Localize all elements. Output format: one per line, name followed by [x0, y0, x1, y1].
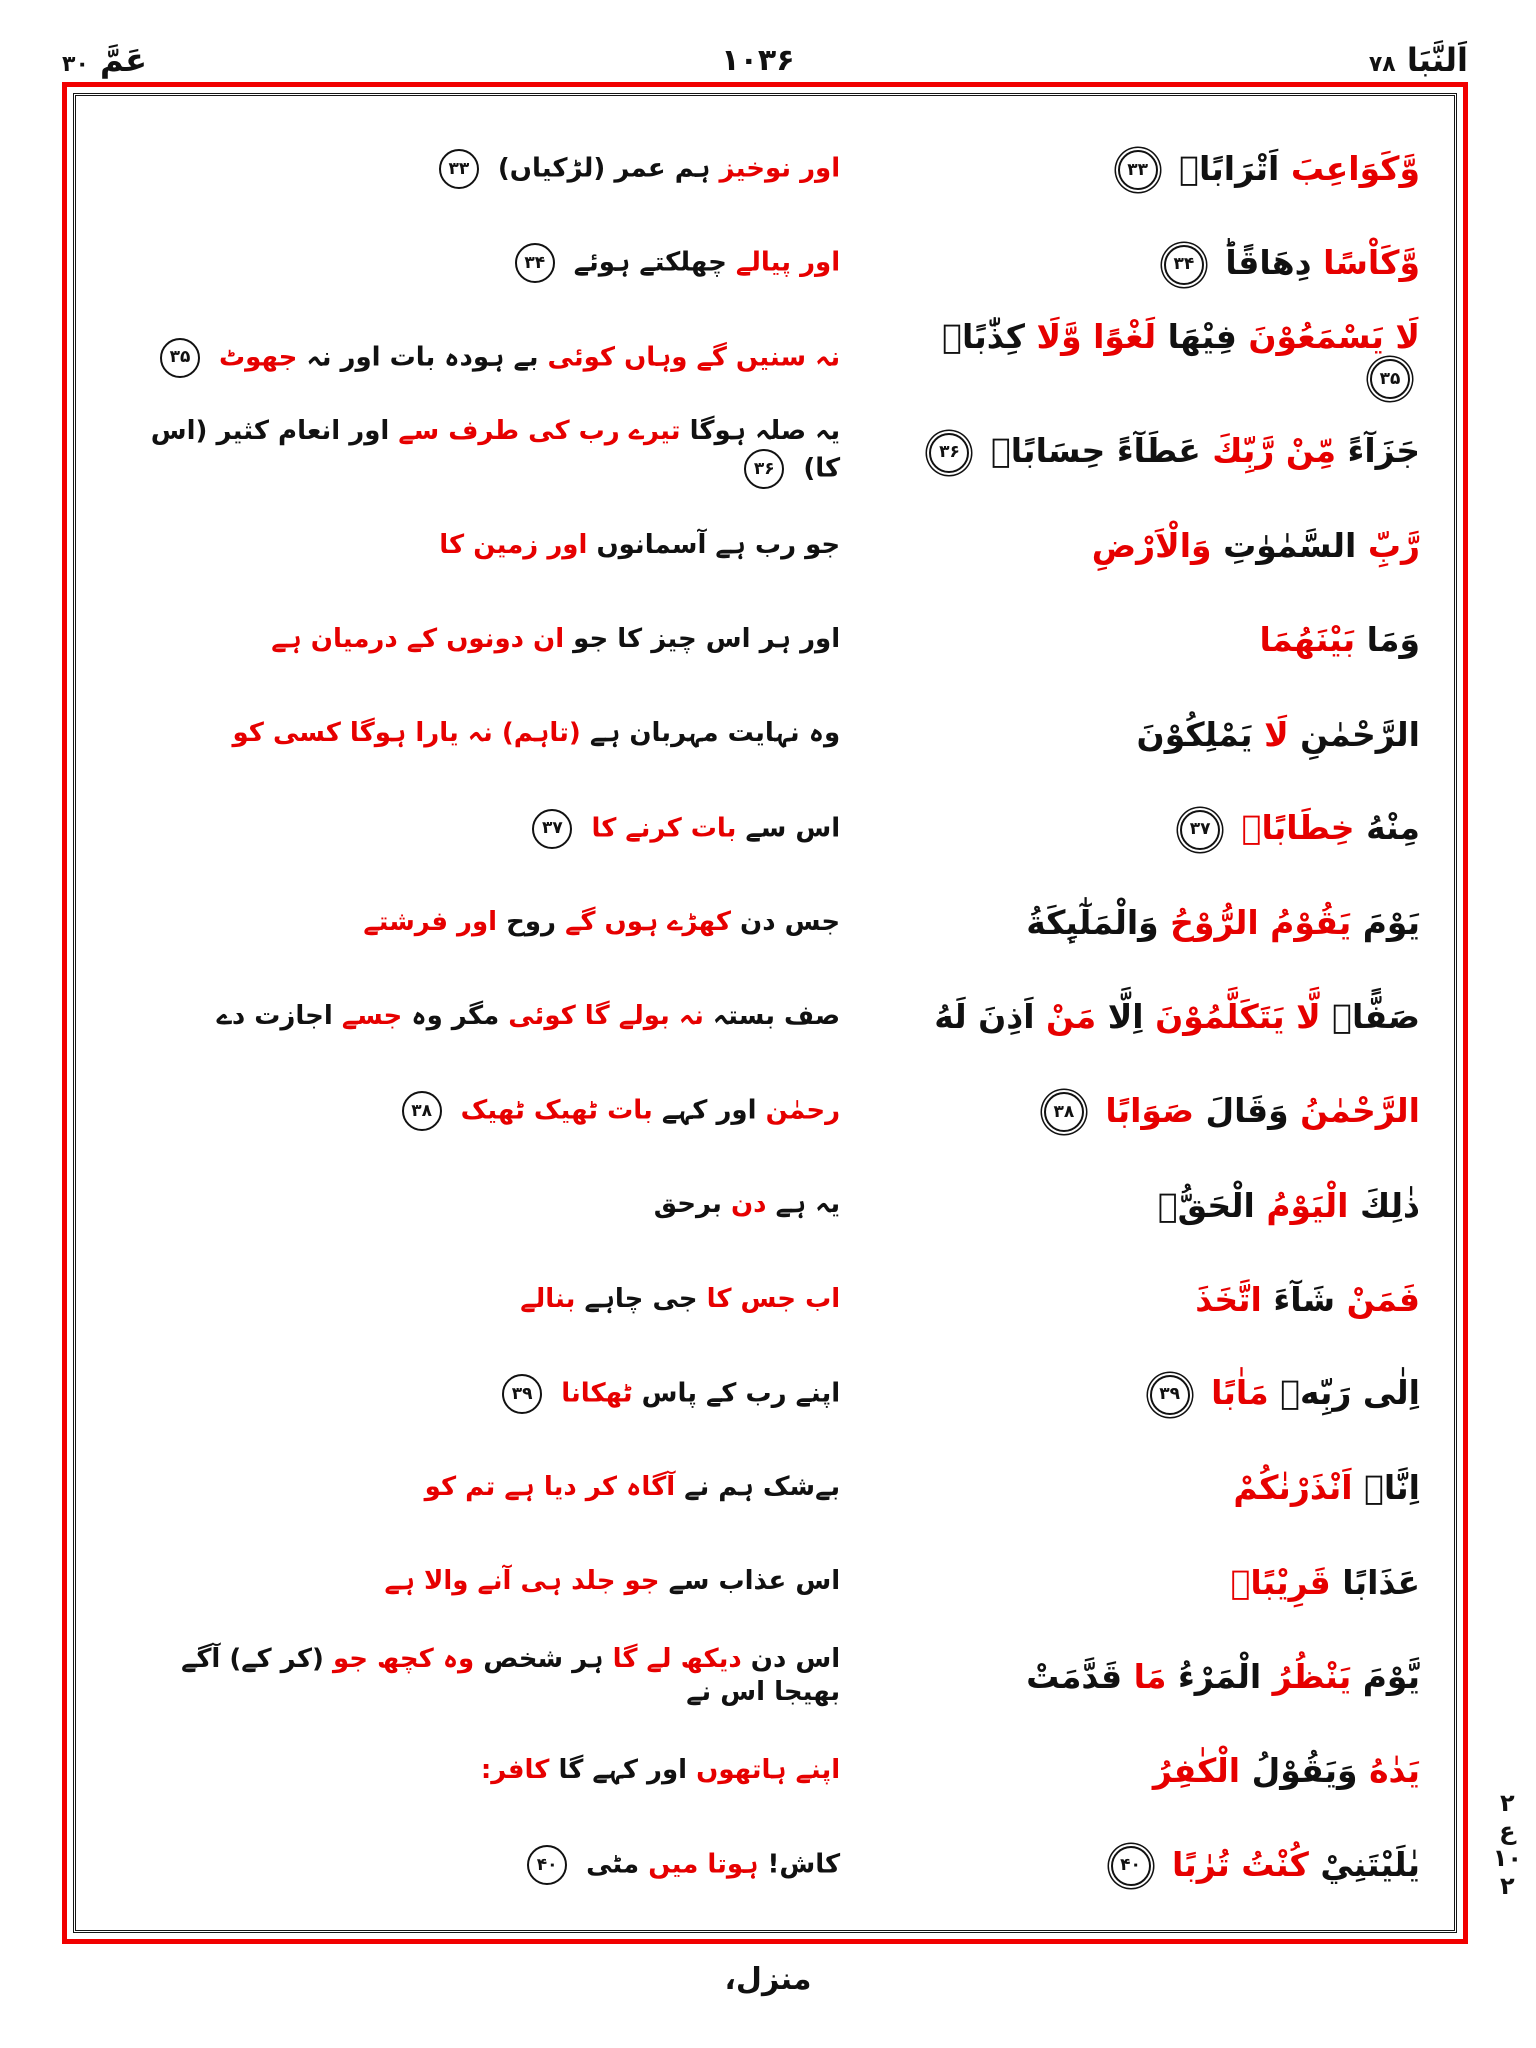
urdu-text-segment: جسے [341, 1001, 403, 1032]
arabic-text-segment: مِنْهُ [1366, 808, 1420, 848]
arabic-text-segment: فَمَنْ [1346, 1279, 1420, 1319]
urdu-text-segment: اور کہے گا [558, 1754, 688, 1785]
urdu-text-segment: بات کرنے کا [591, 813, 737, 844]
verse-row [106, 216, 1428, 310]
arabic-text-segment: يَنْظُرُ [1272, 1656, 1352, 1696]
urdu-translation-cell [106, 906, 910, 940]
urdu-text-segment: اور پیالے [735, 247, 841, 278]
arabic-text-segment: وَّكَاْسًا [1323, 243, 1420, 283]
arabic-text-segment: جَزَآءً [1347, 431, 1420, 471]
arabic-text-segment: اِلٰى رَبِّهٖ [1280, 1373, 1420, 1413]
arabic-text-segment: بَيْنَهُمَا [1259, 620, 1356, 660]
urdu-verse-number-medallion: ۴۰ [527, 1845, 567, 1885]
verse-row [106, 1064, 1428, 1158]
urdu-text-segment: کھڑے ہوں گے [565, 906, 731, 937]
urdu-text-segment: تیرے رب کی طرف سے [398, 415, 681, 446]
arabic-text-segment: عَطَآءً حِسَابًاۙ [990, 431, 1201, 471]
arabic-text-segment: الْمَرْءُ [1177, 1656, 1262, 1696]
urdu-text-segment: ہوتا میں [648, 1849, 759, 1880]
urdu-translation-cell [106, 243, 910, 283]
urdu-verse-number-medallion: ۳۶ [744, 449, 784, 489]
urdu-text-segment: بات ٹھیک ٹھیک [460, 1095, 653, 1126]
arabic-text-segment: وَقَالَ [1205, 1090, 1289, 1130]
arabic-text-segment: قَرِيْبًاۚ [1230, 1562, 1331, 1602]
arabic-text-segment: لَا يَسْمَعُوْنَ [1248, 316, 1420, 356]
arabic-text-segment: لَّا يَتَكَلَّمُوْنَ [1155, 997, 1321, 1037]
urdu-text-segment: جو رب ہے آسمانوں [596, 530, 841, 561]
arabic-text-segment: الْحَقُّۚ [1157, 1185, 1255, 1225]
arabic-text-segment: وَّكَوَاعِبَ [1290, 148, 1420, 188]
surah-name-header [1368, 41, 1468, 79]
urdu-translation-cell [106, 1188, 910, 1222]
juz-name: عَمَّ [100, 41, 147, 79]
urdu-translation-cell [106, 1471, 910, 1505]
urdu-text-segment: ہم عمر (لڑکیاں) [497, 153, 711, 184]
ruku-marker-glyph: ۱۰ [1492, 1844, 1522, 1873]
arabic-verse-number-medallion: ۳۹ [1150, 1375, 1190, 1415]
verse-row [106, 1252, 1428, 1346]
page-footer [0, 1962, 1536, 1997]
arabic-text-segment: دِهَاقًاؕ [1225, 243, 1312, 283]
arabic-verse-number-medallion: ۳۸ [1044, 1092, 1084, 1132]
urdu-text-segment: مٹی [586, 1849, 640, 1880]
urdu-verse-number-medallion: ۳۵ [160, 338, 200, 378]
urdu-text-segment: اور نوخیز [719, 153, 841, 184]
verse-row [106, 1723, 1428, 1817]
urdu-verse-number-medallion: ۳۸ [402, 1091, 442, 1131]
urdu-text-segment: ٹھکانا [561, 1378, 633, 1409]
urdu-verse-number-medallion: ۳۷ [532, 809, 572, 849]
urdu-text-segment: جھوٹ [219, 342, 298, 372]
urdu-text-segment: برحق [653, 1189, 722, 1220]
arabic-verse-cell [910, 430, 1428, 473]
urdu-text-segment: نہ سنیں گے وہاں کوئی [547, 342, 841, 372]
page-header [62, 10, 1468, 79]
verse-row [106, 499, 1428, 593]
verse-row [106, 687, 1428, 781]
arabic-text-segment: اتَّخَذَ [1195, 1279, 1262, 1319]
urdu-text-segment: یہ صلہ ہوگا [689, 415, 841, 446]
arabic-verse-cell [910, 1656, 1428, 1697]
arabic-text-segment: اَنْذَرْنٰكُمْ [1233, 1468, 1353, 1508]
arabic-text-segment: خِطَابًاۚ [1241, 808, 1355, 848]
arabic-text-segment: شَآءَ [1273, 1279, 1336, 1319]
urdu-text-segment: جی چاہے [584, 1283, 698, 1314]
arabic-text-segment: ذٰلِكَ [1359, 1185, 1420, 1225]
verse-row [106, 876, 1428, 970]
urdu-translation-cell [106, 1565, 910, 1599]
juz-name-header [62, 41, 147, 79]
arabic-verse-cell [910, 1279, 1428, 1320]
arabic-verse-cell [910, 1090, 1428, 1133]
arabic-verse-cell [910, 996, 1428, 1037]
arabic-verse-cell [910, 1185, 1428, 1226]
arabic-text-segment: اِنَّاۤ [1364, 1468, 1420, 1508]
verse-row [106, 970, 1428, 1064]
arabic-verse-cell [910, 148, 1428, 191]
urdu-text-segment: بنالے [520, 1283, 576, 1314]
arabic-text-segment: السَّمٰوٰتِ [1223, 526, 1357, 566]
verse-row [106, 781, 1428, 875]
urdu-text-segment: اور کہے [661, 1095, 757, 1126]
page-number: ۱۰۳۶ [721, 43, 795, 78]
urdu-translation-cell [106, 1643, 910, 1711]
arabic-verse-cell [910, 242, 1428, 285]
arabic-verse-number-medallion: ۳۶ [929, 433, 969, 473]
urdu-text-segment: بے ہودہ بات اور نہ [306, 342, 539, 372]
verse-row [106, 122, 1428, 216]
ruku-marker-glyph: ۲ [1500, 1789, 1515, 1817]
arabic-text-segment: مِّنْ رَّبِّكَ [1212, 431, 1336, 471]
urdu-translation-cell [106, 1374, 910, 1414]
urdu-text-segment: دن [730, 1189, 767, 1220]
urdu-text-segment: کافر: [480, 1754, 550, 1785]
verse-row [106, 1158, 1428, 1252]
urdu-text-segment: آگاہ کر دیا ہے تم کو [424, 1472, 676, 1503]
urdu-translation-cell [106, 1000, 910, 1034]
urdu-text-segment: مگر وہ [411, 1001, 500, 1032]
verse-row [106, 1629, 1428, 1723]
urdu-text-segment: جو جلد ہی آنے والا ہے [384, 1566, 660, 1597]
urdu-text-segment: ہر شخص [483, 1643, 604, 1674]
arabic-text-segment: صَوَابًا [1105, 1090, 1194, 1130]
urdu-translation-cell [106, 149, 910, 189]
urdu-translation-cell [106, 529, 910, 563]
urdu-text-segment: یہ ہے [775, 1189, 841, 1220]
arabic-text-segment: وَالْمَلٰٓىِٕكَةُ [1026, 903, 1159, 943]
urdu-translation-cell [106, 1283, 910, 1317]
arabic-text-segment: وَمَا [1366, 620, 1420, 660]
urdu-text-segment: اپنے ہاتھوں [696, 1754, 841, 1785]
urdu-text-segment: اس عذاب سے [668, 1566, 841, 1597]
verse-row [106, 1441, 1428, 1535]
arabic-text-segment: اَذِنَ لَهُ [934, 997, 1035, 1037]
urdu-text-segment: (کر کے) آگے بھیجا اس نے [172, 1643, 841, 1708]
urdu-text-segment: اور فرشتے [363, 906, 498, 937]
arabic-text-segment: مَاٰبًا [1211, 1373, 1269, 1413]
urdu-translation-cell [106, 338, 910, 378]
urdu-text-segment: وہ کچھ جو [332, 1643, 475, 1674]
urdu-text-segment: جس دن [740, 906, 841, 937]
urdu-text-segment: اس دن [750, 1643, 841, 1674]
verse-row [106, 310, 1428, 404]
urdu-translation-cell [106, 415, 910, 489]
urdu-translation-cell [106, 809, 910, 849]
page-frame-inner [73, 93, 1457, 1933]
arabic-text-segment: وَالْاَرْضِ [1091, 526, 1212, 566]
urdu-text-segment: کاش! [767, 1849, 841, 1880]
urdu-verse-number-medallion: ۳۳ [439, 149, 479, 189]
verse-row [106, 1535, 1428, 1629]
urdu-translation-cell [106, 623, 910, 657]
urdu-text-segment: اپنے رب کے پاس [641, 1378, 841, 1409]
verse-row [106, 593, 1428, 687]
arabic-text-segment: اِلَّا [1107, 997, 1144, 1037]
arabic-text-segment: كِذّٰبًاۚ [942, 316, 1025, 356]
juz-number: ۳۰ [62, 52, 89, 77]
arabic-text-segment: قَدَّمَتْ [1026, 1656, 1123, 1696]
ruku-marker [1493, 1790, 1522, 1900]
urdu-translation-cell [106, 1845, 910, 1885]
urdu-text-segment: صف بستہ [712, 1001, 841, 1032]
arabic-verse-cell [910, 316, 1428, 400]
ruku-marker-glyph: ع [1499, 1816, 1516, 1845]
arabic-text-segment: فِيْهَا [1167, 316, 1237, 356]
arabic-verse-number-medallion: ۳۷ [1180, 810, 1220, 850]
surah-number: ۷۸ [1368, 52, 1396, 77]
urdu-verse-number-medallion: ۳۴ [515, 243, 555, 283]
arabic-verse-cell [910, 1372, 1428, 1415]
arabic-text-segment: يَمْلِكُوْنَ [1136, 714, 1253, 754]
arabic-text-segment: اَتْرَابًاۙ [1179, 148, 1280, 188]
urdu-text-segment: بےشک ہم نے [684, 1472, 841, 1503]
urdu-text-segment: اور انعام کثیر (اس کا) [141, 415, 841, 484]
arabic-text-segment: يٰلَيْتَنِيْ [1320, 1844, 1420, 1884]
urdu-text-segment: ان دونوں کے درمیان ہے [271, 624, 565, 655]
urdu-translation-cell [106, 717, 910, 751]
verse-row [106, 1818, 1428, 1912]
arabic-text-segment: الْكٰفِرُ [1152, 1750, 1241, 1790]
arabic-verse-cell [910, 1562, 1428, 1603]
arabic-text-segment: كُنْتُ [1241, 1844, 1309, 1884]
arabic-text-segment: يَدٰهُ [1369, 1750, 1420, 1790]
urdu-text-segment: دیکھ لے گا [612, 1643, 742, 1674]
urdu-text-segment: (تاہم) نہ یارا ہوگا کسی کو [232, 718, 581, 749]
arabic-text-segment: وَيَقُوْلُ [1251, 1750, 1358, 1790]
urdu-text-segment: روح [506, 906, 557, 937]
manzil-label: منزل، [724, 1962, 812, 1997]
arabic-text-segment: الرَّحْمٰنِ [1300, 714, 1420, 754]
arabic-text-segment: لَا [1264, 714, 1289, 754]
arabic-verse-cell [910, 1844, 1428, 1887]
urdu-verse-number-medallion: ۳۹ [502, 1374, 542, 1414]
arabic-text-segment: عَذَابًا [1342, 1562, 1420, 1602]
urdu-text-segment: رحمٰن [765, 1095, 841, 1126]
page-frame [62, 82, 1468, 1944]
urdu-text-segment: اور ہر اس چیز کا جو [573, 624, 841, 655]
arabic-text-segment: مَنْ [1046, 997, 1097, 1037]
arabic-text-segment: تُرٰبًا [1172, 1844, 1230, 1884]
urdu-text-segment: اور زمین کا [439, 530, 588, 561]
urdu-text-segment: چھلکتے ہوئے [573, 247, 727, 278]
arabic-verse-cell [910, 807, 1428, 850]
urdu-text-segment: اس سے [745, 813, 841, 844]
urdu-text-segment: اب جس کا [706, 1283, 841, 1314]
arabic-verse-cell [910, 714, 1428, 755]
arabic-verse-number-medallion: ۳۴ [1164, 245, 1204, 285]
arabic-text-segment: رَّبِّ [1367, 526, 1420, 566]
surah-name: اَلنَّبَا [1406, 41, 1468, 79]
urdu-text-segment: نہ بولے گا کوئی [508, 1001, 704, 1032]
arabic-verse-cell [910, 902, 1428, 943]
arabic-text-segment: يَوْمَ [1362, 903, 1420, 943]
arabic-text-segment: يَّوْمَ [1362, 1656, 1420, 1696]
verse-row [106, 1347, 1428, 1441]
arabic-text-segment: يَقُوْمُ الرُّوْحُ [1170, 903, 1352, 943]
arabic-verse-number-medallion: ۳۳ [1118, 150, 1158, 190]
verse-row [106, 405, 1428, 499]
urdu-text-segment: وہ نہایت مہربان ہے [589, 718, 841, 749]
arabic-text-segment: الرَّحْمٰنُ [1300, 1090, 1420, 1130]
arabic-verse-number-medallion: ۳۵ [1370, 359, 1410, 399]
arabic-text-segment: صَفًّاۙ [1332, 997, 1420, 1037]
urdu-translation-cell [106, 1754, 910, 1788]
ruku-marker-glyph: ۲ [1500, 1871, 1515, 1900]
arabic-text-segment: مَا [1133, 1656, 1167, 1696]
urdu-translation-cell [106, 1091, 910, 1131]
arabic-text-segment: الْيَوْمُ [1266, 1185, 1349, 1225]
arabic-verse-cell [910, 619, 1428, 660]
arabic-verse-number-medallion: ۴۰ [1111, 1846, 1151, 1886]
arabic-verse-cell [910, 525, 1428, 566]
verse-rows [106, 122, 1428, 1912]
arabic-text-segment: لَغْوًا وَّلَا [1036, 316, 1157, 356]
urdu-text-segment: اجازت دے [216, 1001, 333, 1032]
arabic-verse-cell [910, 1467, 1428, 1508]
arabic-verse-cell [910, 1750, 1428, 1791]
